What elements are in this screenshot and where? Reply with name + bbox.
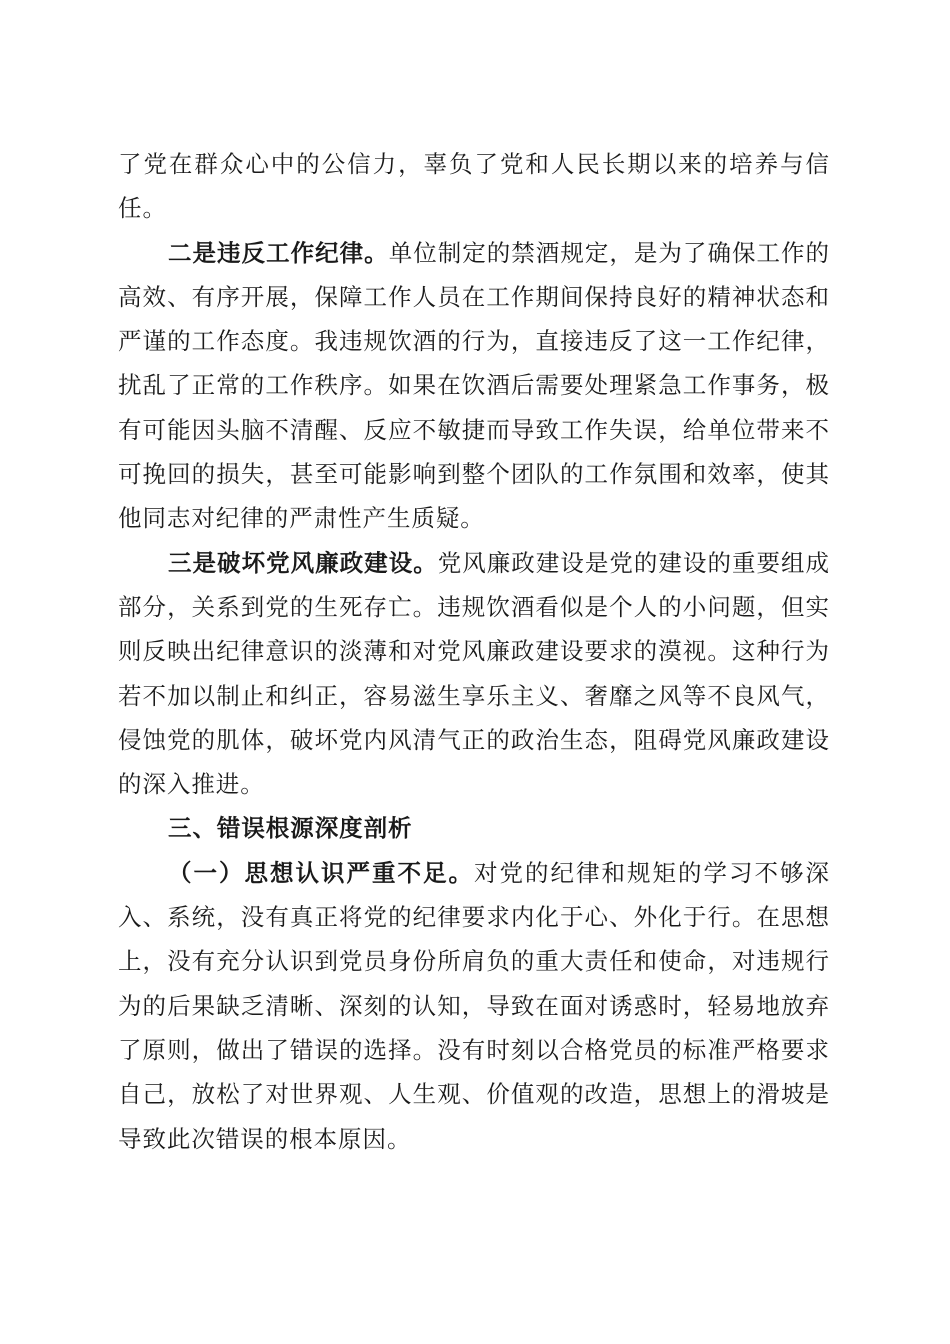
paragraph-lead: 三是破坏党风廉政建设。 [168, 548, 438, 577]
document-page [118, 142, 830, 1161]
section-heading: 三、错误根源深度剖析 [168, 814, 413, 843]
paragraph-text: 对党的纪律和规矩的学习不够深入、系统，没有真正将党的纪律要求内化于心、外化于行。在思想上，没有充分认识到党员身份所肩负的重大责任和使命，对违规行为的后果缺乏清晰、深刻的认知，导致在面对诱惑时，轻易地放弃了原则，做出了错误的选择。没有时刻以合格党员的标准严格要求自己，放松了对世界观、人生观、价值观的改造，思想上的滑坡是导致此次错误的根本原因。 [118, 858, 830, 1153]
paragraph-text: 单位制定的禁酒规定，是为了确保工作的高效、有序开展，保障工作人员在工作期间保持良好的精神状态和严谨的工作态度。我违规饮酒的行为，直接违反了这一工作纪律，扰乱了正常的工作秩序。如果在饮酒后需要处理紧急工作事务，极有可能因头脑不清醒、反应不敏捷而导致工作失误，给单位带来不可挽回的损失，甚至可能影响到整个团队的工作氛围和效率，使其他同志对纪律的严肃性产生质疑。 [118, 238, 830, 533]
paragraph-continued [118, 142, 830, 231]
paragraph-work-discipline [118, 231, 830, 541]
paragraph-party-conduct [118, 541, 830, 807]
paragraph-text: 了党在群众心中的公信力，辜负了党和人民长期以来的培养与信任。 [118, 150, 830, 223]
paragraph-lead: 二是违反工作纪律。 [168, 238, 389, 267]
paragraph-text: 党风廉政建设是党的建设的重要组成部分，关系到党的生死存亡。违规饮酒看似是个人的小问题，但实则反映出纪律意识的淡薄和对党风廉政建设要求的漠视。这种行为若不加以制止和纠正，容易滋生享乐主义、奢靡之风等不良风气，侵蚀党的肌体，破坏党内风清气正的政治生态，阻碍党风廉政建设的深入推进。 [118, 548, 830, 799]
paragraph-ideological-awareness [118, 851, 830, 1161]
paragraph-lead: （一）思想认识严重不足。 [168, 858, 475, 887]
